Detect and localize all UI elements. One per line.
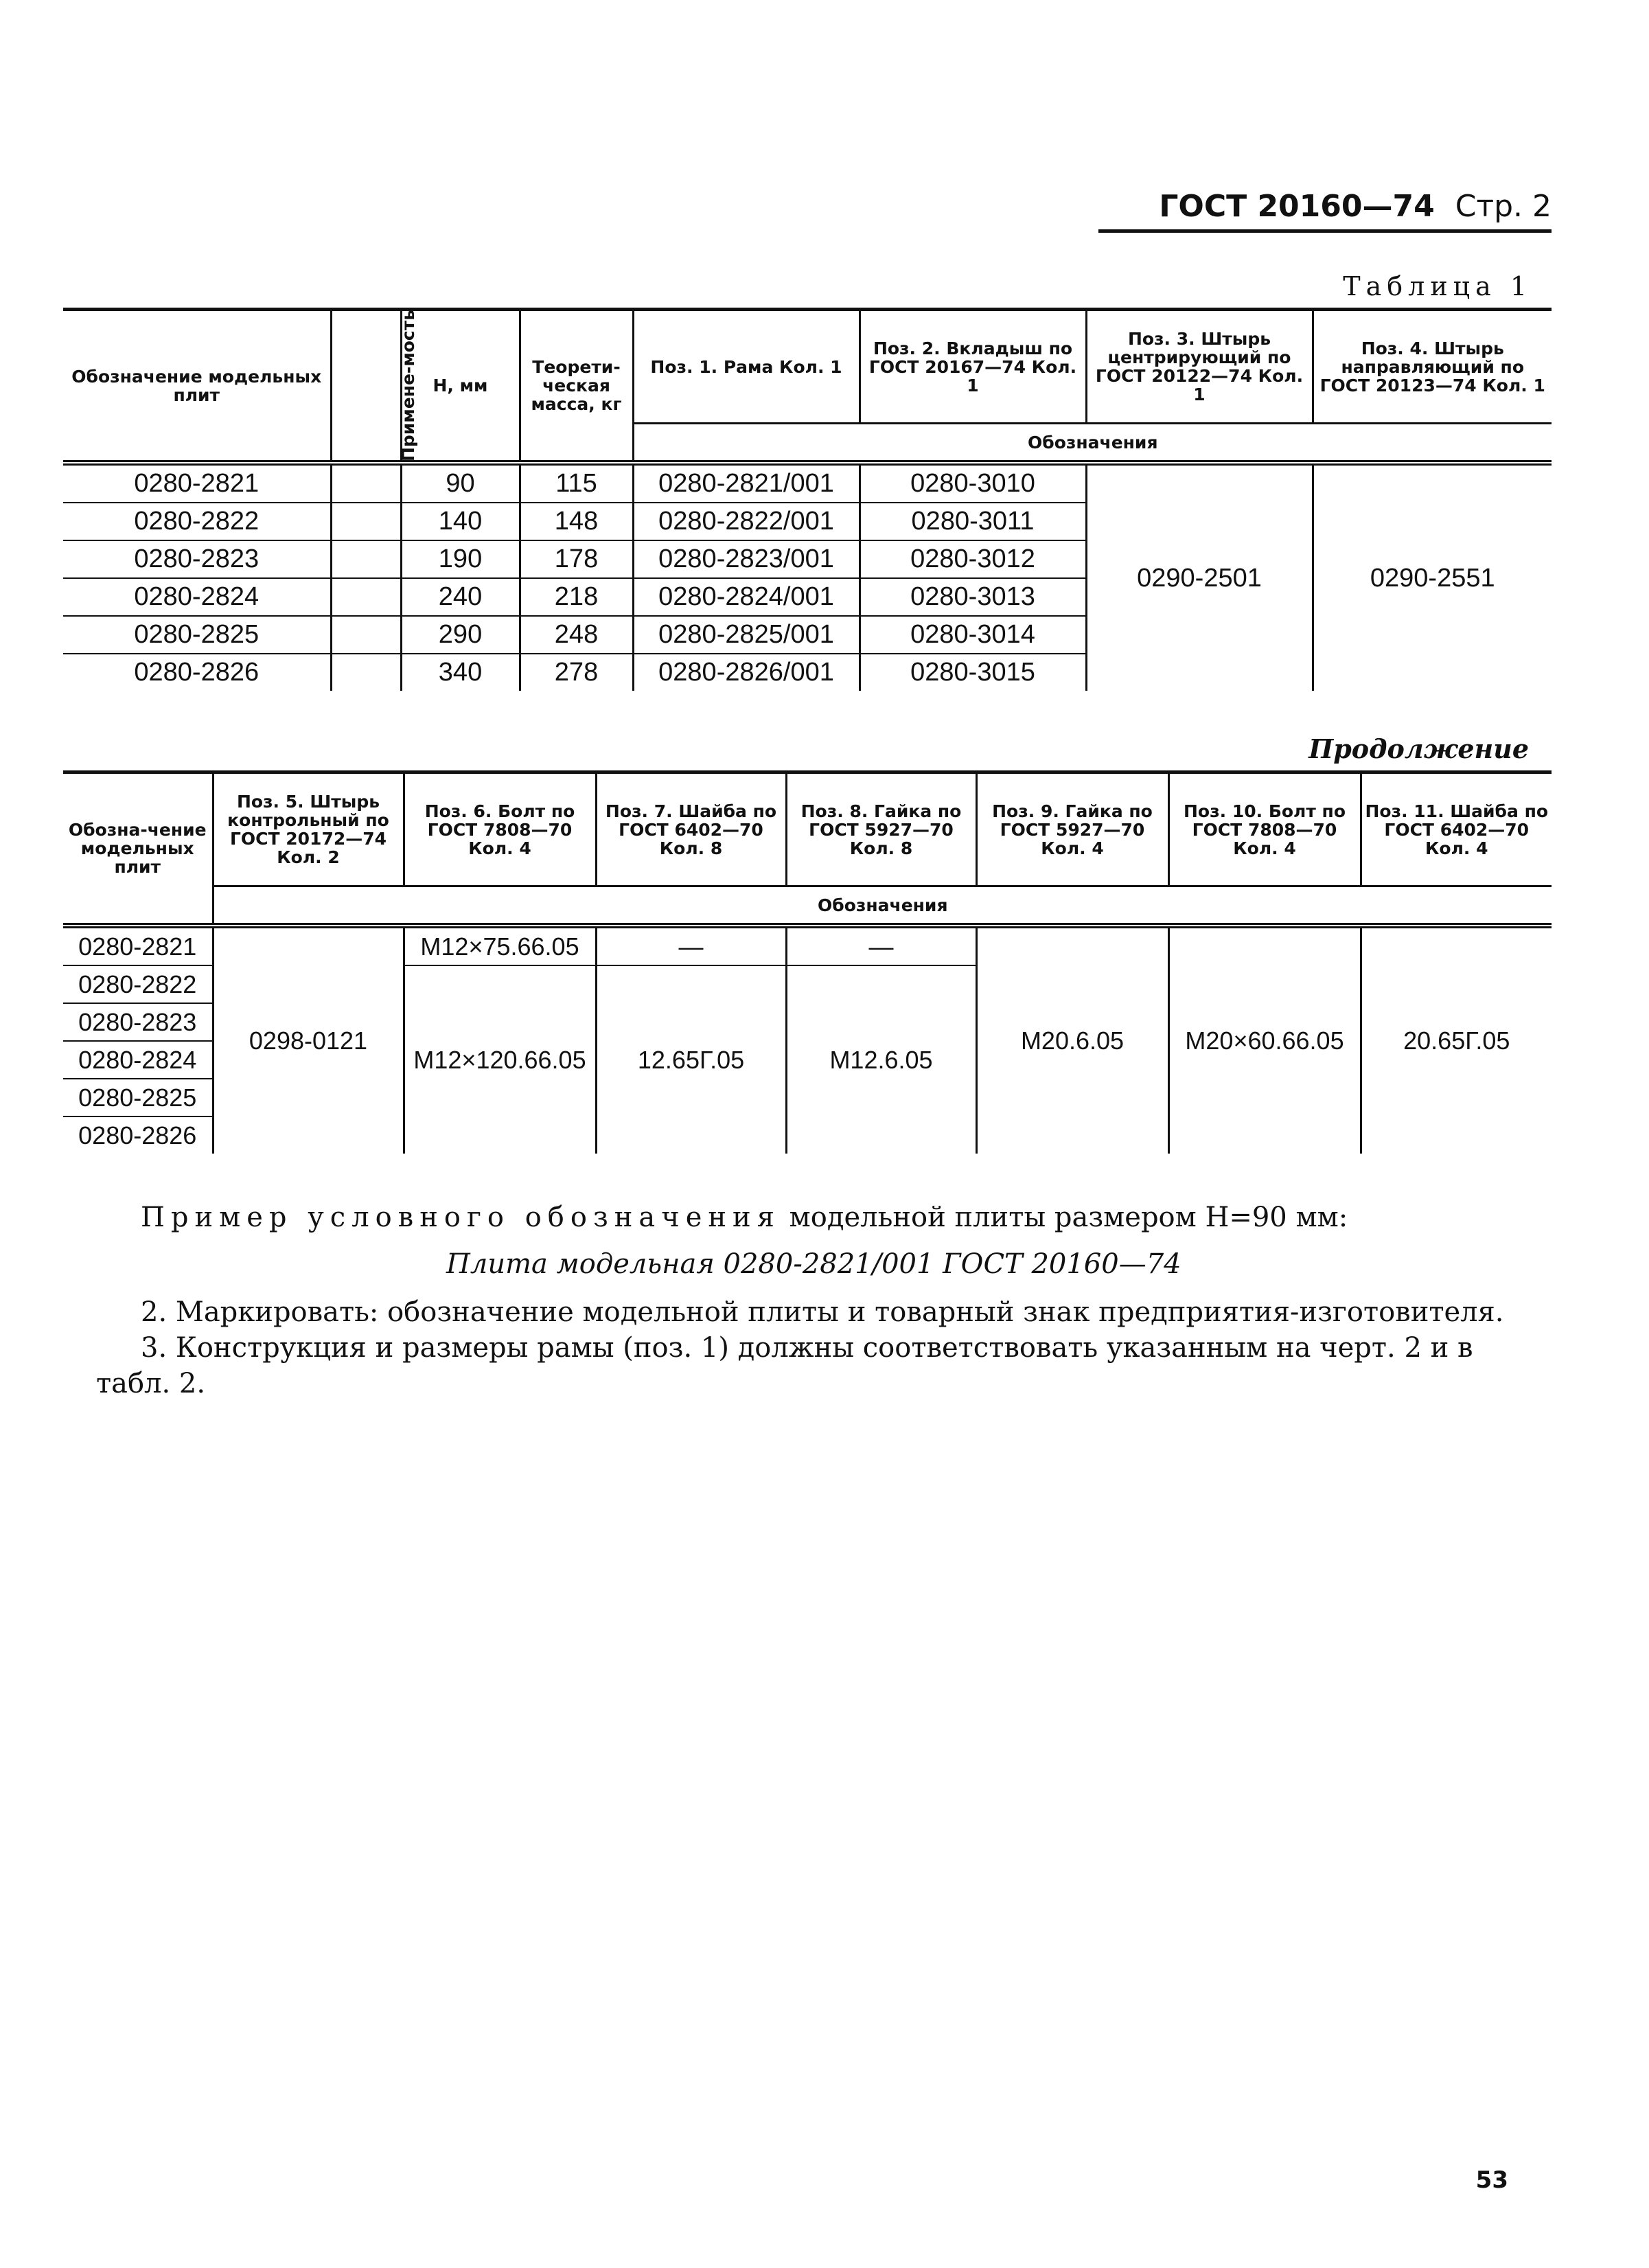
applicability-cell [331, 616, 401, 654]
col2-pos6: Поз. 6. Болт по ГОСТ 7808—70 Кол. 4 [404, 772, 596, 886]
col-mass: Теорети-ческая масса, кг [520, 310, 633, 463]
h-value: 90 [401, 463, 520, 503]
mass-value: 148 [520, 503, 633, 540]
t2-code: 0280-2825 [63, 1079, 213, 1116]
frame-code: 0280-2824/001 [633, 578, 860, 616]
table1-caption: Таблица 1 [1343, 271, 1532, 301]
col-applicability: Примене-мость [331, 310, 401, 463]
col-pos2: Поз. 2. Вкладыш по ГОСТ 20167—74 Кол. 1 [860, 310, 1086, 424]
col2-designation: Обозна-чение модельных плит [63, 772, 213, 926]
washer-m20: 20.65Г.05 [1361, 926, 1552, 1154]
frame-code: 0280-2825/001 [633, 616, 860, 654]
pin-guide: 0290-2551 [1313, 463, 1552, 691]
col-designations-group: Обозначения [633, 424, 1552, 463]
item-3-cont: табл. 2. [96, 1368, 206, 1399]
col-pos3: Поз. 3. Штырь центрирующий по ГОСТ 20122—74 Кол. 1 [1086, 310, 1313, 424]
table-2 [63, 770, 1552, 1154]
col-designation: Обозначение модельных плит [63, 310, 331, 463]
h-value: 190 [401, 540, 520, 578]
item-2: 2. Маркировать: обозначение модельной плиты и товарный знак предприятия-изготовителя. [141, 1296, 1504, 1328]
col2-pos11: Поз. 11. Шайба по ГОСТ 6402—70 Кол. 4 [1361, 772, 1552, 886]
table-1 [63, 308, 1552, 691]
h-value: 240 [401, 578, 520, 616]
t2-code: 0280-2824 [63, 1041, 213, 1079]
bolt-first: M12×75.66.05 [404, 926, 596, 965]
col-pos1: Поз. 1. Рама Кол. 1 [633, 310, 860, 424]
standard-number: ГОСТ 20160—74 [1159, 189, 1435, 224]
col2-pos7: Поз. 7. Шайба по ГОСТ 6402—70 Кол. 8 [596, 772, 786, 886]
insert-code: 0280-3014 [860, 616, 1086, 654]
mass-value: 178 [520, 540, 633, 578]
applicability-cell [331, 654, 401, 691]
t2-code: 0280-2823 [63, 1003, 213, 1041]
washer-rest: 12.65Г.05 [596, 965, 786, 1154]
insert-code: 0280-3011 [860, 503, 1086, 540]
example-spaced: Пример условного обозначения [141, 1202, 781, 1233]
insert-code: 0280-3012 [860, 540, 1086, 578]
plate-code: 0280-2822 [63, 503, 331, 540]
table2-caption: Продолжение [1308, 733, 1529, 764]
mass-value: 278 [520, 654, 633, 691]
t2-code: 0280-2822 [63, 965, 213, 1003]
h-value: 140 [401, 503, 520, 540]
pin-control: 0298-0121 [213, 926, 404, 1154]
t2-code: 0280-2826 [63, 1116, 213, 1154]
washer-first: — [596, 926, 786, 965]
nut-first: — [786, 926, 976, 965]
pin-center: 0290-2501 [1086, 463, 1313, 691]
frame-code: 0280-2823/001 [633, 540, 860, 578]
applicability-cell [331, 463, 401, 503]
running-head [1098, 189, 1552, 233]
col2-pos8: Поз. 8. Гайка по ГОСТ 5927—70 Кол. 8 [786, 772, 976, 886]
bolt-m20: M20×60.66.05 [1168, 926, 1361, 1154]
frame-code: 0280-2826/001 [633, 654, 860, 691]
item-3: 3. Конструкция и размеры рамы (поз. 1) должны соответствовать указанным на черт. 2 и в [141, 1332, 1473, 1364]
page-label: Стр. 2 [1455, 189, 1552, 224]
example-designation: Плита модельная 0280-2821/001 ГОСТ 20160—74 [446, 1248, 1181, 1280]
example-rest: модельной плиты размером H=90 мм: [789, 1202, 1348, 1233]
applicability-cell [331, 578, 401, 616]
mass-value: 115 [520, 463, 633, 503]
col2-pos5: Поз. 5. Штырь контрольный по ГОСТ 20172—74 Кол. 2 [213, 772, 404, 886]
plate-code: 0280-2823 [63, 540, 331, 578]
col2-designations-group: Обозначения [213, 886, 1552, 926]
applicability-cell [331, 503, 401, 540]
col2-pos9: Поз. 9. Гайка по ГОСТ 5927—70 Кол. 4 [976, 772, 1168, 886]
insert-code: 0280-3010 [860, 463, 1086, 503]
col-h: H, мм [401, 310, 520, 463]
h-value: 340 [401, 654, 520, 691]
mass-value: 218 [520, 578, 633, 616]
nut-rest: M12.6.05 [786, 965, 976, 1154]
mass-value: 248 [520, 616, 633, 654]
frame-code: 0280-2821/001 [633, 463, 860, 503]
plate-code: 0280-2826 [63, 654, 331, 691]
applicability-cell [331, 540, 401, 578]
plate-code: 0280-2824 [63, 578, 331, 616]
bolt-rest: M12×120.66.05 [404, 965, 596, 1154]
plate-code: 0280-2825 [63, 616, 331, 654]
h-value: 290 [401, 616, 520, 654]
insert-code: 0280-3013 [860, 578, 1086, 616]
insert-code: 0280-3015 [860, 654, 1086, 691]
page-number: 53 [1475, 2166, 1508, 2194]
frame-code: 0280-2822/001 [633, 503, 860, 540]
nut-m20: M20.6.05 [976, 926, 1168, 1154]
col2-pos10: Поз. 10. Болт по ГОСТ 7808—70 Кол. 4 [1168, 772, 1361, 886]
example-line [141, 1202, 1348, 1233]
plate-code: 0280-2821 [63, 463, 331, 503]
t2-code: 0280-2821 [63, 926, 213, 965]
col-pos4: Поз. 4. Штырь направляющий по ГОСТ 20123—74 Кол. 1 [1313, 310, 1552, 424]
